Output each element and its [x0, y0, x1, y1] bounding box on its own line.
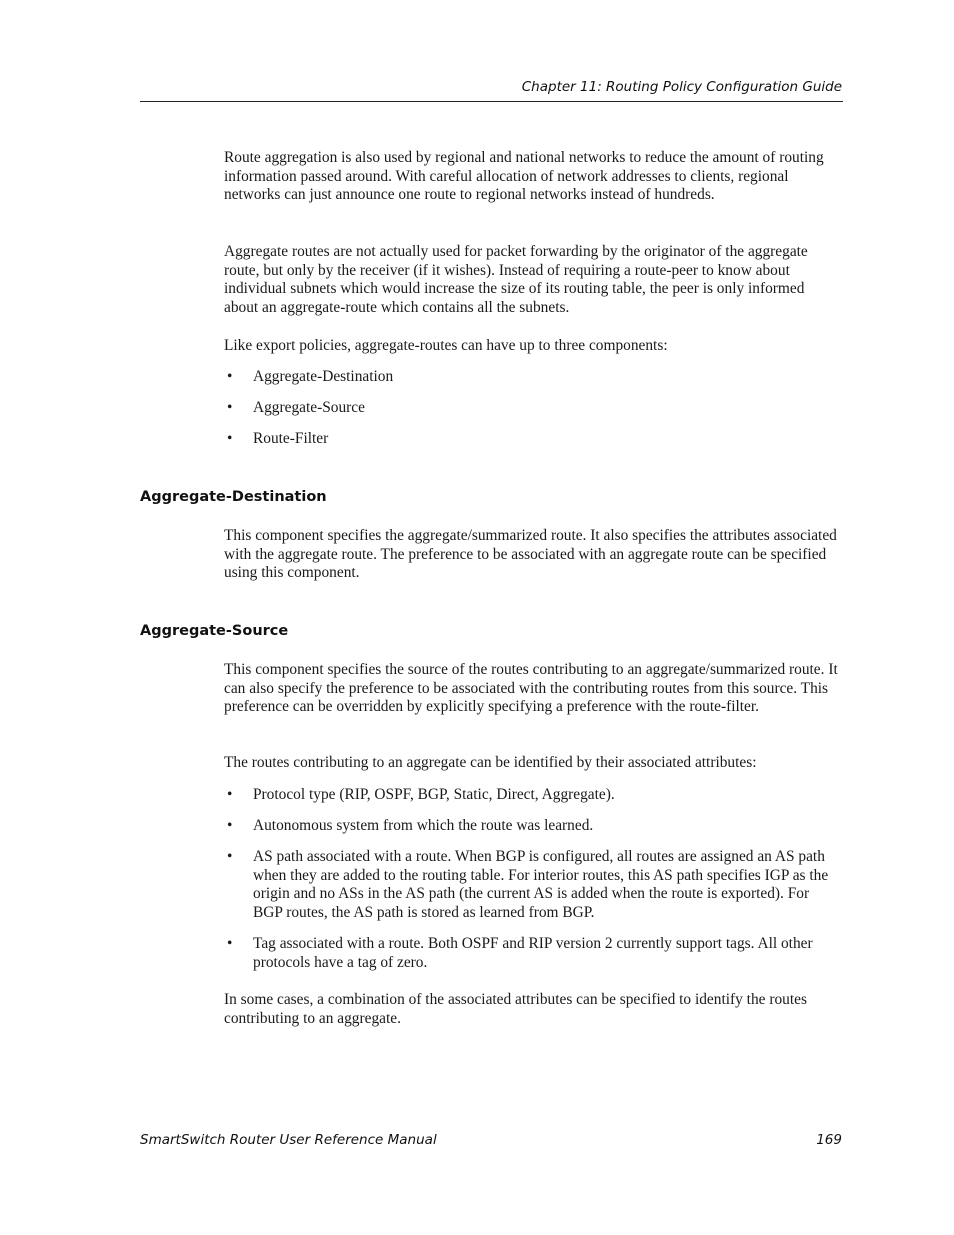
intro-paragraph-3: Like export policies, aggregate-routes can have up to three components:: [224, 337, 668, 354]
page-number: 169: [816, 1132, 842, 1148]
section-heading-source: Aggregate-Source: [140, 623, 289, 639]
bullet-glyph: •: [227, 848, 233, 865]
list-item-text: Autonomous system from which the route was learned.: [253, 817, 594, 834]
bullet-glyph: •: [227, 935, 233, 952]
source-paragraph-2: The routes contributing to an aggregate can be identified by their associated attributes:: [224, 754, 757, 771]
bullet-glyph: •: [227, 817, 233, 834]
bullet-glyph: •: [227, 368, 233, 385]
list-item: [224, 935, 842, 972]
list-item: [224, 368, 842, 387]
list-item-text: Protocol type (RIP, OSPF, BGP, Static, Direct, Aggregate).: [253, 786, 615, 803]
destination-paragraph: This component specifies the aggregate/summarized route. It also specifies the attributes associated with the aggregate route. The preference to be associated with an aggregate route can be specified using this component.: [224, 527, 837, 582]
source-paragraph-1: This component specifies the source of the routes contributing to an aggregate/summarized route. It can also specify the preference to be associated with the contributing routes from this source. This preference can be overridden by explicitly specifying a preference with the route-filter.: [224, 661, 838, 716]
footer-manual-title: SmartSwitch Router User Reference Manual: [140, 1132, 437, 1148]
list-item-text: Aggregate-Source: [253, 399, 365, 416]
running-head: Chapter 11: Routing Policy Configuration Guide: [521, 79, 842, 95]
list-item-text: AS path associated with a route. When BGP is configured, all routes are assigned an AS path when they are added to the routing table. For interior routes, this AS path specifies IGP as the origin and no ASs in the AS path (the current AS is added when the route is exported). For BGP routes, the AS path is stored as learned from BGP.: [253, 848, 829, 921]
bullet-glyph: •: [227, 786, 233, 803]
list-item: [224, 817, 842, 836]
list-item: [224, 848, 842, 922]
page-footer: [140, 1132, 842, 1148]
intro-paragraph-1: Route aggregation is also used by regional and national networks to reduce the amount of routing information passed around. With careful allocation of network addresses to clients, regional networks can just announce one route to regional networks instead of hundreds.: [224, 149, 824, 204]
list-item-text: Route-Filter: [253, 430, 329, 447]
list-item: [224, 430, 842, 449]
list-item-text: Tag associated with a route. Both OSPF and RIP version 2 currently support tags. All other protocols have a tag of zero.: [253, 935, 813, 971]
list-item-text: Aggregate-Destination: [253, 368, 394, 385]
list-item: [224, 786, 842, 805]
header-rule: [140, 101, 843, 102]
intro-paragraph-2: Aggregate routes are not actually used for packet forwarding by the originator of the aggregate route, but only by the receiver (if it wishes). Instead of requiring a route-peer to know about individual subnets which would increase the size of its routing table, the peer is only informed about an aggregate-route which contains all the subnets.: [224, 243, 808, 316]
source-paragraph-3: In some cases, a combination of the associated attributes can be specified to identify the routes contributing to an aggregate.: [224, 991, 807, 1027]
list-item: [224, 399, 842, 418]
bullet-glyph: •: [227, 399, 233, 416]
bullet-glyph: •: [227, 430, 233, 447]
section-heading-destination: Aggregate-Destination: [140, 489, 327, 505]
